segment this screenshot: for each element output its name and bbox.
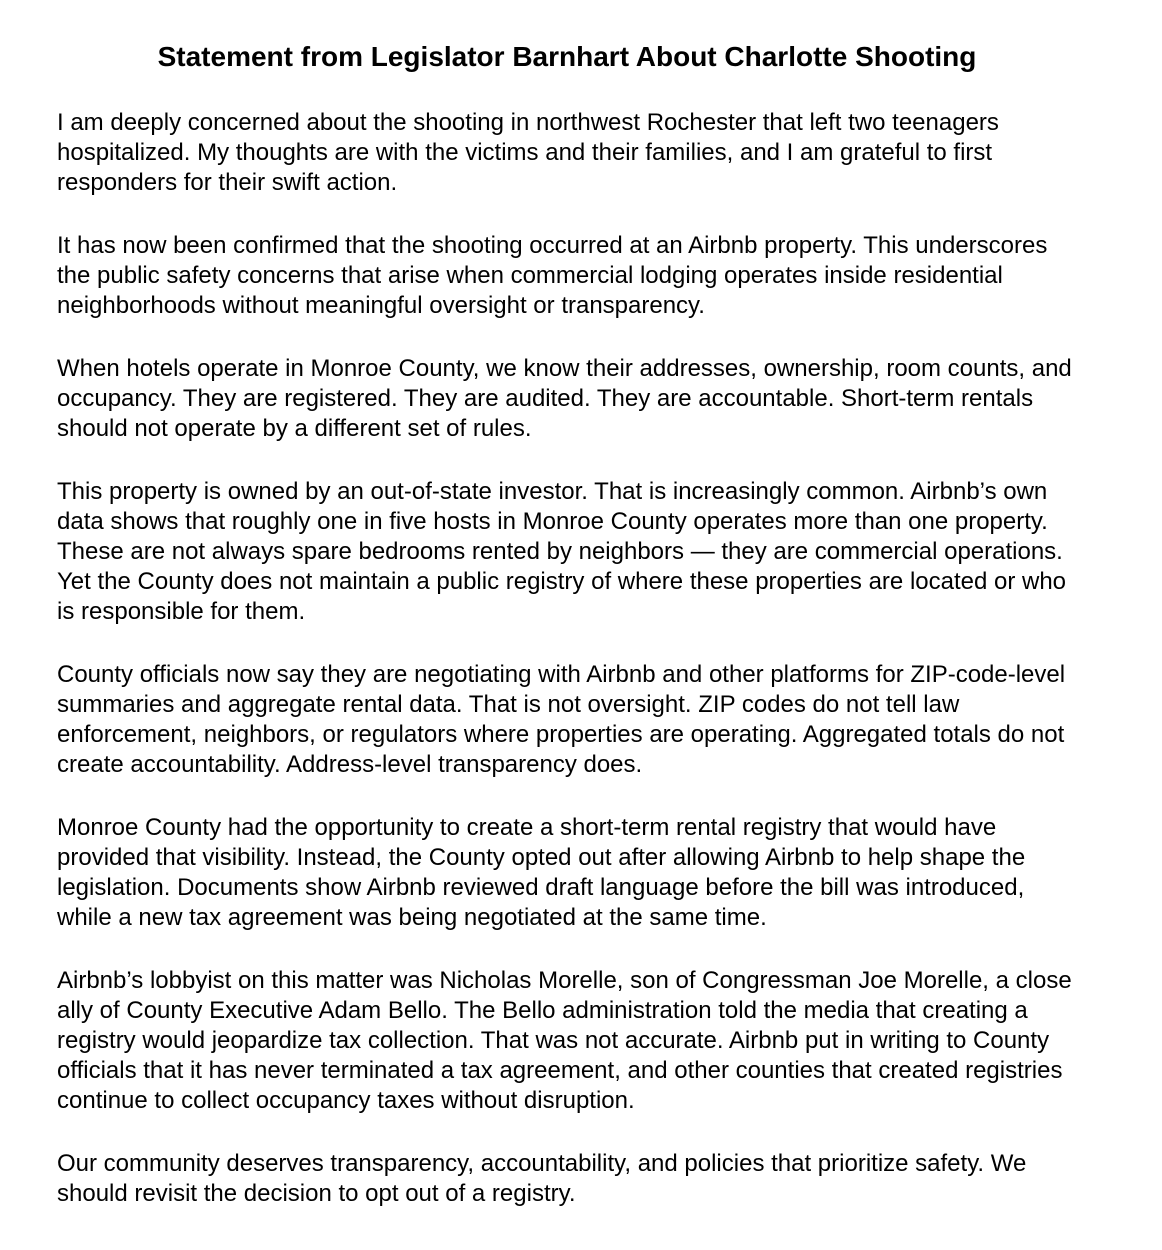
paragraph-out-of-state-investor: This property is owned by an out-of-state investor. That is increasingly common. Airbnb’s own data shows that roughly one in five hosts in Monroe County operates more than one property. These are not always spare bedrooms rented by neighbors — they are commercial operations. Yet the County does not maintain a public registry of where these properties are located or who is responsible for them. xyxy=(57,478,1067,625)
paragraph-airbnb-confirmed: It has now been confirmed that the shooting occurred at an Airbnb property. This underscores the public safety concerns that arise when commercial lodging operates inside residential neighborhoods without meaningful oversight or transparency. xyxy=(57,232,1048,319)
document-title: Statement from Legislator Barnhart About Charlotte Shooting xyxy=(157,41,977,72)
paragraph-zip-code-negotiations: County officials now say they are negotiating with Airbnb and other platforms for ZIP-code-level summaries and aggregate rental data. That is not oversight. ZIP codes do not tell law enforcement, neighbors, or regulators where properties are operating. Aggregated totals do not create accountability. Address-level transparency does. xyxy=(57,661,1066,778)
paragraph-registry-opt-out: Monroe County had the opportunity to create a short-term rental registry that would have provided that visibility. Instead, the County opted out after allowing Airbnb to help shape the legislation. Documents show Airbnb reviewed draft language before the bill was introduced, while a new tax agreement was being negotiated at the same time. xyxy=(57,814,1026,931)
paragraph-hotels-comparison: When hotels operate in Monroe County, we know their addresses, ownership, room counts, and occupancy. They are registered. They are audited. They are accountable. Short-term rentals should not operate by a different set of rules. xyxy=(57,355,1072,442)
paragraph-closing-call: Our community deserves transparency, accountability, and policies that prioritize safety. We should revisit the decision to opt out of a registry. xyxy=(57,1150,1027,1207)
paragraph-lobbyist-morelle: Airbnb’s lobbyist on this matter was Nicholas Morelle, son of Congressman Joe Morelle, a close ally of County Executive Adam Bello. The Bello administration told the media that creating a registry would jeopardize tax collection. That was not accurate. Airbnb put in writing to County officials that it has never terminated a tax agreement, and other counties that created registries continue to collect occupancy taxes without disruption. xyxy=(57,967,1072,1114)
paragraph-intro-concern: I am deeply concerned about the shooting in northwest Rochester that left two teenagers hospitalized. My thoughts are with the victims and their families, and I am grateful to first responders for their swift action. xyxy=(57,109,999,196)
